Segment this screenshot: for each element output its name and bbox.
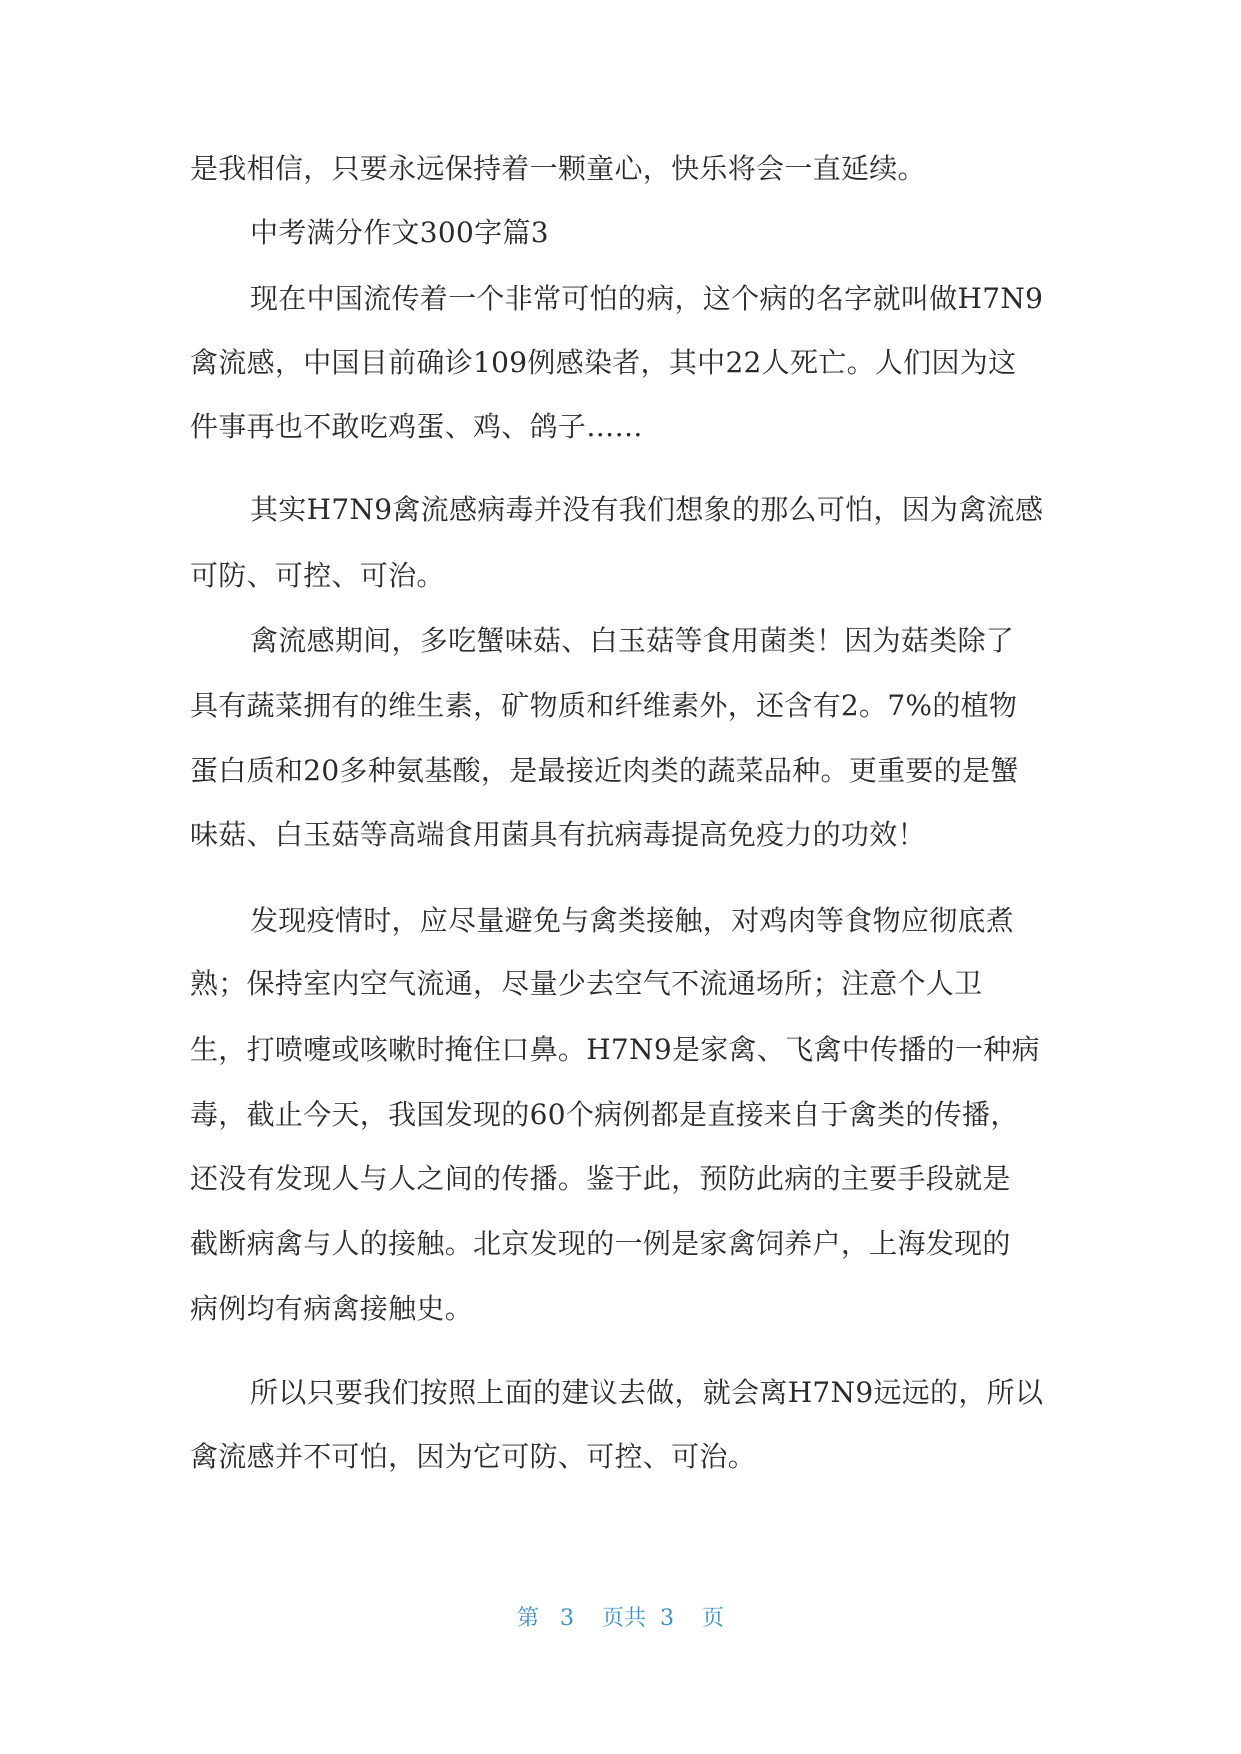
text-line: 禽流感期间，多吃蟹味菇、白玉菇等食用菌类！因为菇类除了 bbox=[250, 624, 1015, 657]
page-footer bbox=[0, 1604, 1241, 1634]
text-line: 现在中国流传着一个非常可怕的病，这个病的名字就叫做H7N9 bbox=[250, 282, 1044, 315]
text-line: 禽流感，中国目前确诊109例感染者，其中22人死亡。人们因为这 bbox=[190, 346, 1017, 379]
text-line: 所以只要我们按照上面的建议去做，就会离H7N9远远的，所以 bbox=[250, 1376, 1044, 1409]
text-line: 是我相信，只要永远保持着一颗童心，快乐将会一直延续。 bbox=[190, 152, 926, 185]
text-line: 毒，截止今天，我国发现的60个病例都是直接来自于禽类的传播， bbox=[190, 1098, 1019, 1131]
text-line: 禽流感并不可怕，因为它可防、可控、可治。 bbox=[190, 1440, 757, 1473]
text-line: 截断病禽与人的接触。北京发现的一例是家禽饲养户，上海发现的 bbox=[190, 1227, 1011, 1260]
footer-middle: 页共 bbox=[601, 1606, 646, 1631]
text-line: 蛋白质和20多种氨基酸，是最接近肉类的蔬菜品种。更重要的是蟹 bbox=[190, 754, 1019, 787]
text-line: 还没有发现人与人之间的传播。鉴于此，预防此病的主要手段就是 bbox=[190, 1162, 1011, 1195]
footer-total-pages: 3 bbox=[660, 1606, 674, 1631]
footer-prefix: 第 bbox=[517, 1606, 540, 1631]
text-line: 病例均有病禽接触史。 bbox=[190, 1292, 474, 1325]
text-line: 味菇、白玉菇等高端食用菌具有抗病毒提高免疫力的功效！ bbox=[190, 818, 926, 851]
text-line: 其实H7N9禽流感病毒并没有我们想象的那么可怕，因为禽流感 bbox=[250, 493, 1044, 526]
text-line: 发现疫情时，应尽量避免与禽类接触，对鸡肉等食物应彻底煮 bbox=[250, 904, 1015, 937]
text-line: 件事再也不敢吃鸡蛋、鸡、鸽子…… bbox=[190, 410, 643, 443]
footer-suffix: 页 bbox=[701, 1606, 724, 1631]
text-line: 具有蔬菜拥有的维生素，矿物质和纤维素外，还含有2。7%的植物 bbox=[190, 689, 1018, 722]
text-line: 生，打喷嚏或咳嗽时掩住口鼻。H7N9是家禽、飞禽中传播的一种病 bbox=[190, 1033, 1040, 1066]
section-heading: 中考满分作文300字篇3 bbox=[250, 216, 549, 249]
text-line: 可防、可控、可治。 bbox=[190, 559, 445, 592]
text-line: 熟；保持室内空气流通，尽量少去空气不流通场所；注意个人卫 bbox=[190, 967, 983, 1000]
footer-current-page: 3 bbox=[560, 1606, 574, 1631]
